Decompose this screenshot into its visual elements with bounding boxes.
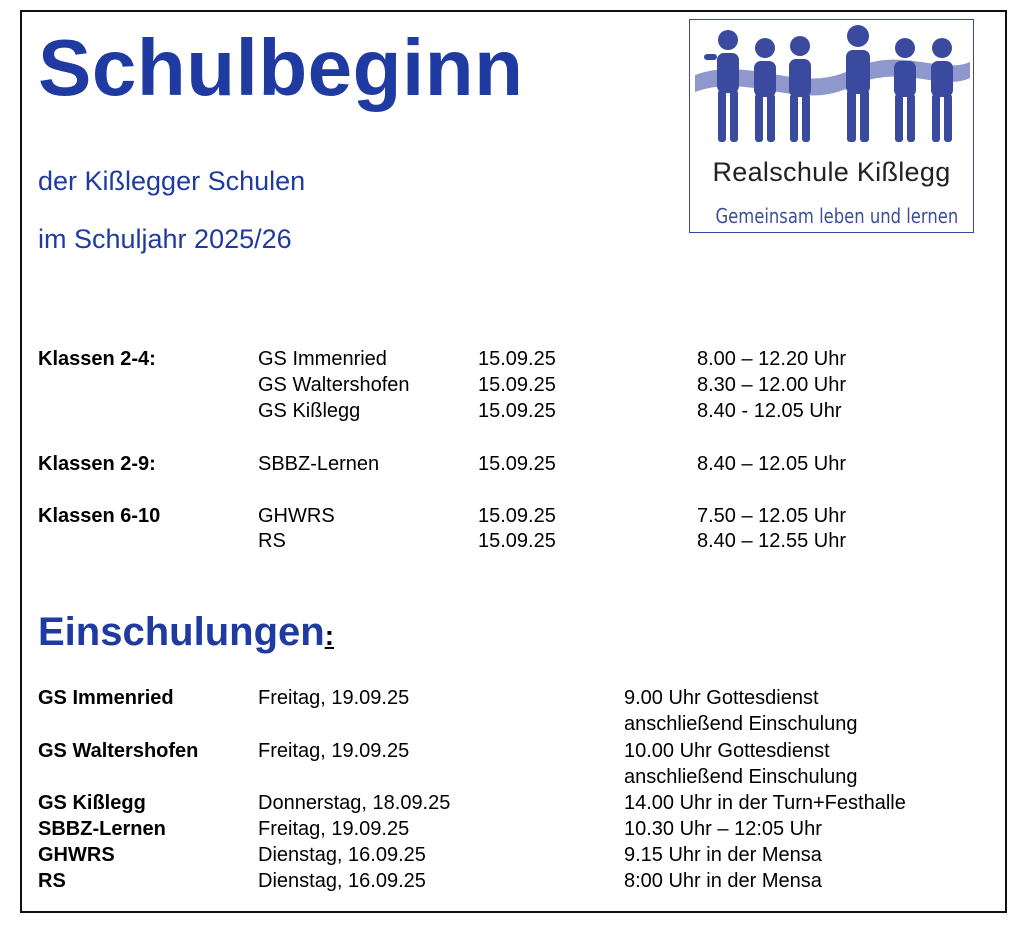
enrollment-info-2: anschließend Einschulung xyxy=(624,766,858,788)
logo-school-name: Realschule Kißlegg xyxy=(712,157,951,187)
school-logo xyxy=(689,19,974,233)
enrollment-date: Dienstag, 16.09.25 xyxy=(258,844,426,866)
schedule-time: 8.40 – 12.05 Uhr xyxy=(697,453,846,475)
schedule-school: GS Immenried xyxy=(258,348,387,370)
schedule-group: Klassen 2-9: xyxy=(38,453,156,475)
schedule-group: Klassen 6-10 xyxy=(38,505,161,527)
schedule-date: 15.09.25 xyxy=(478,453,556,475)
schedule-date: 15.09.25 xyxy=(478,374,556,396)
enrollment-school: GS Waltershofen xyxy=(38,740,199,762)
schedule-school: GHWRS xyxy=(258,505,335,527)
enrollment-school: GS Immenried xyxy=(38,687,174,709)
enrollment-date: Dienstag, 16.09.25 xyxy=(258,870,426,892)
enrollment-school: GHWRS xyxy=(38,844,115,866)
people-figures-icon xyxy=(690,20,975,155)
page-title: Schulbeginn xyxy=(38,23,524,112)
schedule-date: 15.09.25 xyxy=(478,530,556,552)
enrollment-info: 14.00 Uhr in der Turn+Festhalle xyxy=(624,792,906,814)
enrollment-school: SBBZ-Lernen xyxy=(38,818,166,840)
subtitle-schools: der Kißlegger Schulen xyxy=(38,166,306,196)
schedule-date: 15.09.25 xyxy=(478,505,556,527)
einschulungen-heading-text: Einschulungen xyxy=(38,610,325,654)
enrollment-info: 10.30 Uhr – 12:05 Uhr xyxy=(624,818,822,840)
enrollment-date: Donnerstag, 18.09.25 xyxy=(258,792,451,814)
einschulungen-heading-colon: : xyxy=(324,620,335,651)
enrollment-date: Freitag, 19.09.25 xyxy=(258,740,410,762)
schedule-date: 15.09.25 xyxy=(478,348,556,370)
enrollment-school: RS xyxy=(38,870,66,892)
enrollment-info: 10.00 Uhr Gottesdienst xyxy=(624,740,830,762)
schedule-school: GS Kißlegg xyxy=(258,400,361,422)
schedule-group: Klassen 2-4: xyxy=(38,348,156,370)
logo-tagline: Gemeinsam leben und lernen xyxy=(715,204,959,228)
schedule-time: 8.40 - 12.05 Uhr xyxy=(697,400,842,422)
schedule-date: 15.09.25 xyxy=(478,400,556,422)
schedule-school: SBBZ-Lernen xyxy=(258,453,380,475)
enrollment-date: Freitag, 19.09.25 xyxy=(258,687,410,709)
schedule-time: 8.00 – 12.20 Uhr xyxy=(697,348,846,370)
schedule-time: 7.50 – 12.05 Uhr xyxy=(697,505,846,527)
enrollment-info-2: anschließend Einschulung xyxy=(624,713,858,735)
einschulungen-heading xyxy=(38,612,334,652)
schedule-time: 8.40 – 12.55 Uhr xyxy=(697,530,846,552)
enrollment-date: Freitag, 19.09.25 xyxy=(258,818,410,840)
schedule-time: 8.30 – 12.00 Uhr xyxy=(697,374,846,396)
enrollment-school: GS Kißlegg xyxy=(38,792,146,814)
enrollment-info: 9.00 Uhr Gottesdienst xyxy=(624,687,819,709)
subtitle-year: im Schuljahr 2025/26 xyxy=(38,224,292,254)
enrollment-info: 8:00 Uhr in der Mensa xyxy=(624,870,822,892)
schedule-school: GS Waltershofen xyxy=(258,374,410,396)
schedule-school: RS xyxy=(258,530,286,552)
enrollment-info: 9.15 Uhr in der Mensa xyxy=(624,844,822,866)
